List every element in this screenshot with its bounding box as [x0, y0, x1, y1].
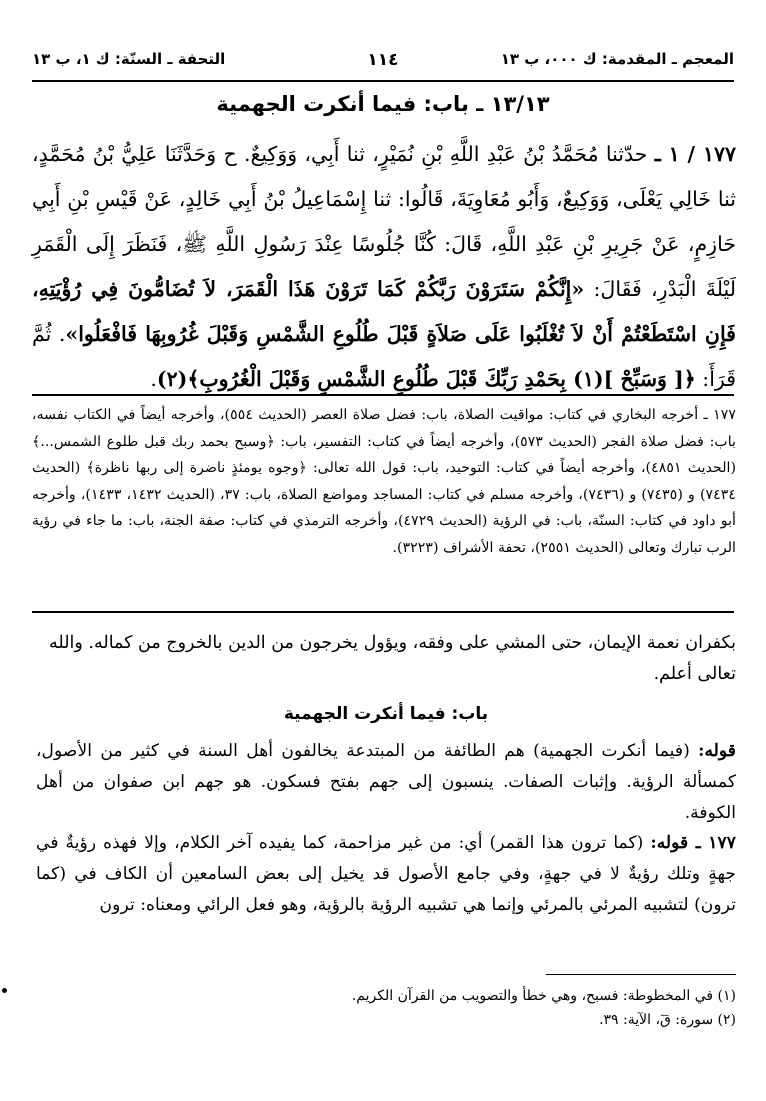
- takhrij-footnote: ١٧٧ ـ أخرجه البخاري في كتاب: مواقيت الصلاة، باب: فضل صلاة العصر (الحديث ٥٥٤)، وأخرجه أيضاً في الكتاب نفسه، باب: فضل صلاة الفجر (الحديث ٥٧٣)، وأخرجه أيضاً في كتاب: التفسير، باب: ﴿وسبح بحمد ربك قبل طلوع الشمس...﴾ (الحديث ٤٨٥١)، وأخرجه أيضاً في كتاب: التوحيد، باب: قول الله تعالى: ﴿وجوه يومئذٍ ناضرة إلى ربها ناظرة﴾ (الحديث ٧٤٣٤) و (٧٤٣٥) و (٧٤٣٦)، وأخرجه مسلم في كتاب: المساجد ومواضع الصلاة، باب: ٣٧، (الحديث ١٤٣٢، ١٤٣٣)، وأخرجه أبو داود في كتاب: السنّة، باب: في الرؤية (الحديث ٤٧٢٩)، وأخرجه الترمذي في كتاب: صفة الجنة، باب: ما جاء في رؤية الرب تبارك وتعالى (الحديث ٢٥٥١)، تحفة الأشراف (٣٢٢٣).: [32, 407, 736, 556]
- commentary-body: (كما ترون هذا القمر) أي: من غير مزاحمة، كما يفيده آخر الكلام، وإلا فهذه رؤيةٌ في جهةٍ وتلك رؤيةٌ لا في جهةٍ، وفي جامع الأصول قد يخيل إلى بعض السامعين أن الكاف في (كما ترون) لتشبيه المرئي بالمرئي وإنما هي تشبيه الرؤية بالرؤية، وهو فعل الرائي ومعناه: ترون: [36, 833, 736, 915]
- commentary-lead: ١٧٧ ـ قوله:: [650, 833, 736, 853]
- header-rule: [32, 80, 734, 82]
- footnote-2: (٢) سورة: قٓ، الآية: ٣٩.: [599, 1012, 736, 1028]
- header-left-reference: التحفة ـ السنّة: ك ١، ب ١٣: [32, 50, 226, 68]
- commentary-paragraph-1: [36, 736, 736, 829]
- hadith-number: ١٧٧ / ١ ـ: [654, 142, 736, 166]
- footnote-1: (١) في المخطوطة: فسبح، وهي خطأ والتصويب من القرآن الكريم.: [351, 988, 736, 1004]
- footnote-rule: [546, 974, 736, 975]
- running-header: [32, 50, 734, 76]
- hadith-text: [32, 132, 736, 402]
- quran-verse: ﴿[ وَسَبِّحْ ](١) بِحَمْدِ رَبِّكَ قَبْلَ طُلُوعِ الشَّمْسِ وَقَبْلَ الْغُرُوبِ﴾(٢): [156, 367, 696, 391]
- page-number: ١١٤: [367, 50, 399, 70]
- header-right-reference: المعجم ـ المقدمة: ك ٠٠٠، ب ١٣: [500, 50, 734, 68]
- commentary-rule: [32, 611, 734, 613]
- hadith-connector: . ثُمَّ قَرَأَ:: [32, 322, 736, 391]
- commentary-lead: قوله:: [698, 741, 736, 761]
- commentary-paragraph-2: [36, 828, 736, 921]
- hadith-end: .: [150, 367, 157, 391]
- chapter-title: ١٣/١٣ ـ باب: فيما أنكرت الجهمية: [216, 92, 550, 116]
- footnotes: [56, 984, 736, 1032]
- hadith-isnad: حدّثنا مُحَمَّدُ بْنُ عَبْدِ اللَّهِ بْنِ نُمَيْرٍ، ثنا أَبِي، وَوَكِيعٌ. ح وَحَدَّثَنَا عَلِيُّ بْنُ مُحَمَّدٍ، ثنا خَالِي يَعْلَى، وَوَكِيعٌ، وَأَبُو مُعَاوِيَةَ، قَالُوا: ثنا إِسْمَاعِيلُ بْنُ أَبِي خَالِدٍ، عَنْ قَيْسِ بْنِ أَبِي حَازِمٍ، عَنْ جَرِيرِ بْنِ عَبْدِ اللَّهِ، قَالَ: كُنَّا جُلُوسًا عِنْدَ رَسُولِ اللَّهِ ﷺ، فَنَظَرَ إِلَى الْقَمَرِ لَيْلَةَ الْبَدْرِ، فَقَالَ:: [32, 142, 736, 301]
- hadith-matn: «إِنَّكُمْ سَتَرَوْنَ رَبَّكُمْ كَمَا تَرَوْنَ هَذَا الْقَمَرَ، لاَ تُضَامُّونَ فِي رُؤْيَتِهِ، فَإِنِ اسْتَطَعْتُمْ أَنْ لاَ تُغْلَبُوا عَلَى صَلاَةٍ قَبْلَ طُلُوعِ الشَّمْسِ وَقَبْلَ غُرُوبِهَا فَافْعَلُوا»: [32, 277, 736, 346]
- section-heading: باب: فيما أنكرت الجهمية: [283, 704, 489, 724]
- takhrij-rule: [32, 394, 734, 396]
- commentary-body: (فيما أنكرت الجهمية) هم الطائفة من المبتدعة يخالفون أهل السنة في كثير من الأصول، كمسألة الرؤية. وإثبات الصفات. ينسبون إلى جهم بفتح فسكون. هو جهم ابن صفوان من أهل الكوفة.: [36, 741, 736, 823]
- commentary-continuation: بكفران نعمة الإيمان، حتى المشي على وفقه، ويؤول يخرجون من الدين بالخروج من كماله. والله تعالى أعلم.: [49, 633, 736, 684]
- scan-mark: [2, 988, 7, 993]
